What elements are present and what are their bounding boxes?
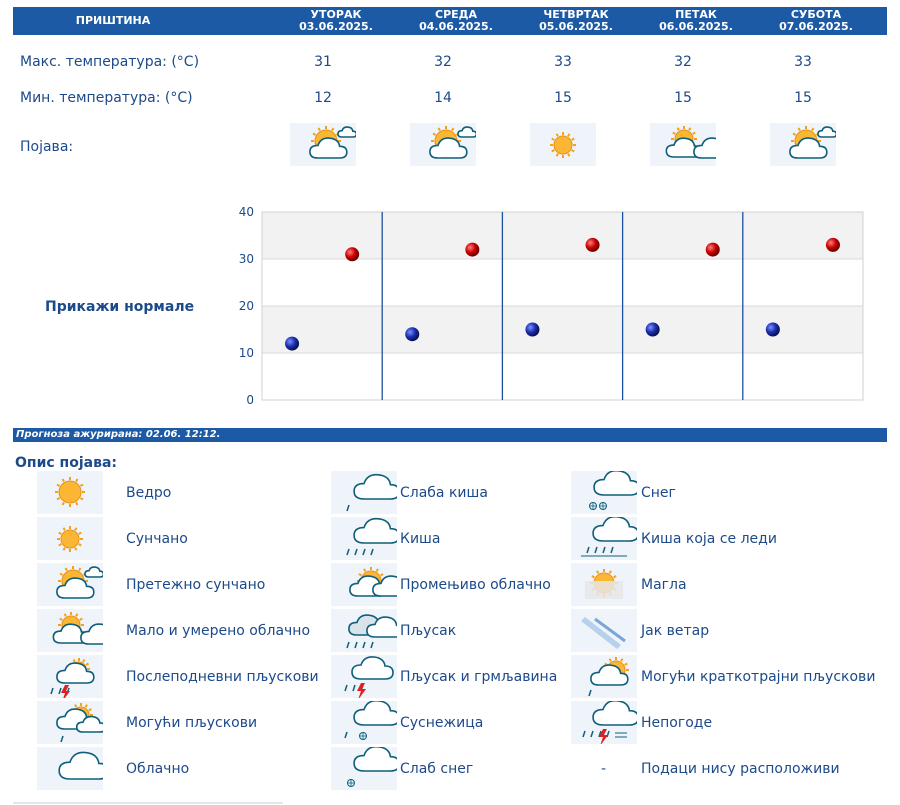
day-name: СРЕДА xyxy=(435,8,477,21)
possible-short-showers-icon xyxy=(571,655,637,698)
freezing-rain-icon xyxy=(571,517,637,560)
min-temp-point[interactable] xyxy=(405,327,419,341)
mostly-sunny-icon xyxy=(410,123,476,166)
legend-label: Претежно сунчано xyxy=(126,577,266,593)
legend-label: Могући пљускови xyxy=(126,715,258,731)
y-tick-label: 10 xyxy=(238,346,254,360)
day-header-5 xyxy=(756,9,876,33)
light-rain-icon xyxy=(331,471,397,514)
min-temp-value: 12 xyxy=(314,90,332,106)
min-temp-value: 15 xyxy=(674,90,692,106)
divider xyxy=(13,802,283,804)
sunny-icon xyxy=(530,123,596,166)
legend-label: Ведро xyxy=(126,485,172,501)
max-temp-value: 33 xyxy=(554,54,572,70)
legend-label: Пљусак и грмљавина xyxy=(400,669,558,685)
max-temp-value: 31 xyxy=(314,54,332,70)
y-tick-label: 40 xyxy=(238,205,254,219)
legend-label: Промењиво облачно xyxy=(400,577,551,593)
mostly-sunny-icon xyxy=(770,123,836,166)
possible-showers-icon xyxy=(37,701,103,744)
temperature-chart xyxy=(228,200,868,410)
y-tick-label: 0 xyxy=(246,393,254,407)
legend-label: Киша xyxy=(400,531,441,547)
legend-label: Подаци нису расположиви xyxy=(641,761,840,777)
legend-label: Слаба киша xyxy=(400,485,488,501)
freezing-rain-icon xyxy=(571,517,637,560)
max-temp-point[interactable] xyxy=(826,238,840,252)
day-name: УТОРАК xyxy=(310,8,362,21)
legend-label: Облачно xyxy=(126,761,190,777)
legend-label: Киша која се леди xyxy=(641,531,777,547)
max-temp-point[interactable] xyxy=(345,247,359,261)
max-temp-point[interactable] xyxy=(465,243,479,257)
severe-weather-icon xyxy=(571,701,637,744)
afternoon-showers-icon xyxy=(37,655,103,698)
cloudy-icon xyxy=(37,747,103,790)
possible-short-showers-icon xyxy=(571,655,637,698)
day-header-2 xyxy=(396,9,516,33)
snow-icon xyxy=(571,471,637,514)
max-temp-point[interactable] xyxy=(586,238,600,252)
day-date: 06.06.2025. xyxy=(659,20,733,33)
severe-weather-icon xyxy=(571,701,637,744)
min-temp-value: 15 xyxy=(794,90,812,106)
thunderstorm-icon xyxy=(331,655,397,698)
strong-wind-icon xyxy=(571,609,637,652)
sunny-icon xyxy=(37,517,103,560)
legend-label: Могући краткотрајни пљускови xyxy=(641,669,876,685)
min-temp-point[interactable] xyxy=(285,337,299,351)
min-temp-label: Мин. температура: (°C) xyxy=(20,90,193,106)
partly-cloudy-icon xyxy=(650,123,716,166)
update-bar xyxy=(13,428,887,442)
city-name: ПРИШТИНА xyxy=(75,14,151,27)
min-temp-point[interactable] xyxy=(766,323,780,337)
grid-band xyxy=(262,353,863,400)
partly-cloudy-icon xyxy=(37,609,103,652)
rain-icon xyxy=(331,517,397,560)
sunny-icon xyxy=(37,517,103,560)
light-snow-icon xyxy=(331,747,397,790)
day-header-1 xyxy=(276,9,396,33)
day-name: ПЕТАК xyxy=(675,8,717,21)
legend-label: Магла xyxy=(641,577,687,593)
max-temp-value: 32 xyxy=(674,54,692,70)
partly-cloudy-icon xyxy=(37,609,103,652)
possible-showers-icon xyxy=(37,701,103,744)
min-temp-point[interactable] xyxy=(646,323,660,337)
max-temp-value: 33 xyxy=(794,54,812,70)
day-date: 05.06.2025. xyxy=(539,20,613,33)
legend-label: Непогоде xyxy=(641,715,713,731)
max-temp-value: 32 xyxy=(434,54,452,70)
mostly-sunny-icon xyxy=(770,123,836,166)
day-name: ЧЕТВРТАК xyxy=(543,8,609,21)
legend-label: Пљусак xyxy=(400,623,457,639)
snow-icon xyxy=(571,471,637,514)
mostly-sunny-icon xyxy=(37,563,103,606)
day-date: 04.06.2025. xyxy=(419,20,493,33)
light-snow-icon xyxy=(331,747,397,790)
light-rain-icon xyxy=(331,471,397,514)
legend-label: Снег xyxy=(641,485,676,501)
max-temp-label: Макс. температура: (°C) xyxy=(20,54,200,70)
legend-label: Сунчано xyxy=(126,531,188,547)
sunny-icon xyxy=(530,123,596,166)
mostly-sunny-icon xyxy=(37,563,103,606)
sleet-icon xyxy=(331,701,397,744)
variable-cloudy-icon xyxy=(331,563,397,606)
strong-wind-icon xyxy=(571,609,637,652)
day-name: СУБОТА xyxy=(790,8,842,21)
cloudy-icon xyxy=(37,747,103,790)
fog-icon xyxy=(571,563,637,606)
grid-band xyxy=(262,259,863,306)
mostly-sunny-icon xyxy=(290,123,356,166)
min-temp-value: 14 xyxy=(434,90,452,106)
afternoon-showers-icon xyxy=(37,655,103,698)
day-date: 03.06.2025. xyxy=(299,20,373,33)
show-normals-link[interactable]: Прикажи нормале xyxy=(45,299,195,315)
partly-cloudy-icon xyxy=(650,123,716,166)
legend-label: Суснежица xyxy=(400,715,484,731)
legend-label: Послеподневни пљускови xyxy=(126,669,319,685)
day-header-4 xyxy=(636,9,756,33)
day-date: 07.06.2025. xyxy=(779,20,853,33)
sleet-icon xyxy=(331,701,397,744)
legend-label: Јак ветар xyxy=(641,623,710,639)
variable-cloudy-icon xyxy=(331,563,397,606)
day-header-3 xyxy=(516,9,636,33)
legend-title: Опис појава: xyxy=(15,455,117,471)
min-temp-value: 15 xyxy=(554,90,572,106)
thunderstorm-icon xyxy=(331,655,397,698)
phenomenon-label: Појава: xyxy=(20,139,74,155)
legend-label: Слаб снег xyxy=(400,761,474,777)
showers-icon xyxy=(331,609,397,652)
y-tick-label: 20 xyxy=(238,299,254,313)
forecast-header xyxy=(13,7,887,35)
clear-icon xyxy=(37,471,103,514)
update-text: Прогноза ажурирана: 02.06. 12:12. xyxy=(16,429,221,440)
mostly-sunny-icon xyxy=(290,123,356,166)
showers-icon xyxy=(331,609,397,652)
y-tick-label: 30 xyxy=(238,252,254,266)
rain-icon xyxy=(331,517,397,560)
max-temp-point[interactable] xyxy=(706,243,720,257)
mostly-sunny-icon xyxy=(410,123,476,166)
clear-icon xyxy=(37,471,103,514)
fog-icon xyxy=(571,563,637,606)
min-temp-point[interactable] xyxy=(525,323,539,337)
no-data-dash: - xyxy=(601,761,607,777)
legend-label: Мало и умерено облачно xyxy=(126,623,311,639)
